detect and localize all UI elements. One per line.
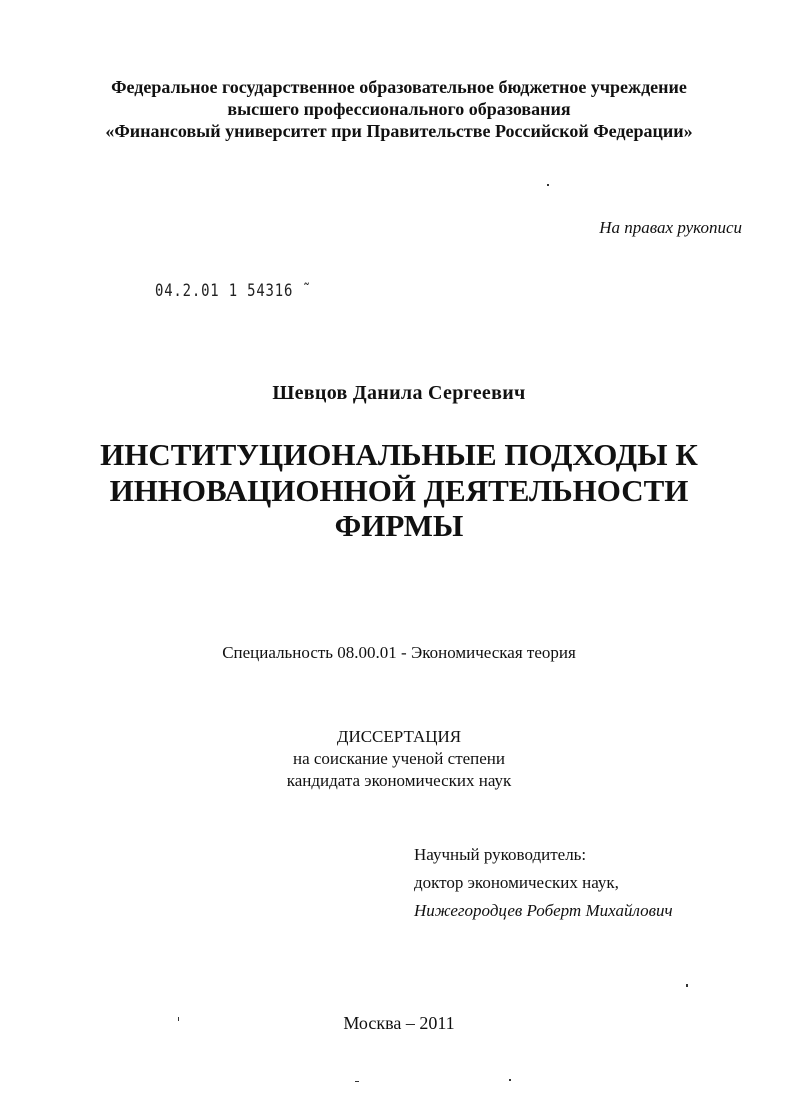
scan-speck: [355, 1081, 359, 1082]
city-year: Москва – 2011: [343, 1013, 455, 1033]
title-line-1: ИНСТИТУЦИОНАЛЬНЫЕ ПОДХОДЫ К: [100, 437, 698, 472]
archive-stamp-number: 04.2.01 1 54316 ˜: [155, 281, 312, 301]
institution-line-2: высшего профессионального образования: [227, 99, 571, 119]
advisor-heading: Научный руководитель:: [414, 845, 587, 864]
title-line-3: ФИРМЫ: [334, 508, 464, 543]
institution-line-3: «Финансовый университет при Правительстве Российской Федерации»: [105, 121, 693, 141]
scan-speck: [547, 184, 549, 186]
advisor-degree: доктор экономических наук,: [414, 873, 619, 892]
scan-speck: [509, 1079, 511, 1081]
thesis-degree: кандидата экономических наук: [286, 771, 512, 790]
scan-speck: [686, 984, 688, 987]
manuscript-note: На правах рукописи: [599, 218, 742, 237]
title-line-2: ИННОВАЦИОННОЙ ДЕЯТЕЛЬНОСТИ: [109, 473, 689, 508]
advisor-name: Нижегородцев Роберт Михайлович: [414, 901, 673, 920]
institution-line-1: Федеральное государственное образовательное бюджетное учреждение: [111, 77, 687, 97]
specialty: Специальность 08.00.01 - Экономическая теория: [222, 643, 576, 662]
thesis-type: ДИССЕРТАЦИЯ: [336, 727, 462, 746]
author-name: Шевцов Данила Сергеевич: [272, 382, 526, 404]
thesis-purpose: на соискание ученой степени: [292, 749, 506, 768]
